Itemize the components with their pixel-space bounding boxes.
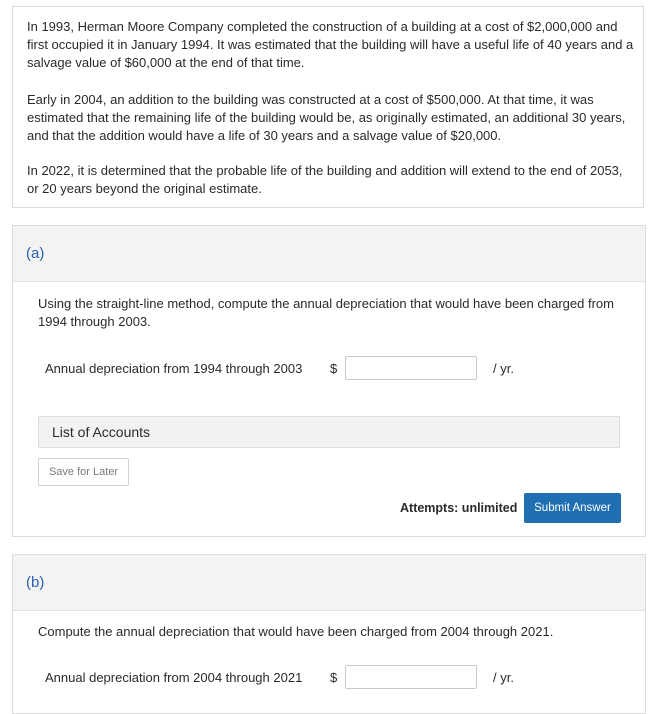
submit-answer-button[interactable]: Submit Answer: [524, 493, 621, 523]
part-b-header: [13, 555, 645, 611]
problem-paragraph-3: In 2022, it is determined that the probable life of the building and addition will extend to the end of 2053, or 20 years beyond the original estimate.: [27, 163, 623, 196]
problem-paragraph-2: Early in 2004, an addition to the building was constructed at a cost of $500,000. At that time, it was estimated that the remaining life of the building would be, as originally estimated, an additional 30 years, and that the addition would have a life of 30 years and a salvage value of $20,000.: [27, 92, 626, 143]
currency-symbol: $: [330, 361, 338, 376]
unit-label: / yr.: [493, 361, 514, 376]
part-a-question: Using the straight-line method, compute the annual depreciation that would have been charged from 1994 through 2003.: [38, 296, 614, 329]
part-b-answer-label: Annual depreciation from 2004 through 2021: [45, 670, 303, 685]
list-of-accounts-label: List of Accounts: [52, 424, 151, 440]
unit-label: / yr.: [493, 670, 514, 685]
part-b-label: (b): [26, 574, 45, 591]
save-for-later-button[interactable]: Save for Later: [38, 458, 129, 486]
part-a-header: [13, 226, 645, 282]
problem-statement: [12, 6, 644, 208]
part-a-label: (a): [26, 245, 45, 262]
part-b-card: [12, 554, 646, 714]
problem-paragraph-1: In 1993, Herman Moore Company completed the construction of a building at a cost of $2,000,000 and first occupied it in January 1994. It was estimated that the building will have a useful life of 40 years and a salvage value of $60,000 at the end of that time.: [27, 19, 634, 70]
list-of-accounts-toggle[interactable]: [38, 416, 620, 448]
part-a-answer-row: [45, 356, 605, 382]
part-a-depreciation-input[interactable]: [345, 356, 477, 380]
part-a-answer-label: Annual depreciation from 1994 through 2003: [45, 361, 303, 376]
part-b-answer-row: [45, 665, 605, 691]
currency-symbol: $: [330, 670, 338, 685]
part-a-card: [12, 225, 646, 537]
attempts-text: Attempts: unlimited: [400, 501, 518, 515]
part-b-depreciation-input[interactable]: [345, 665, 477, 689]
part-b-question: Compute the annual depreciation that would have been charged from 2004 through 2021.: [38, 624, 554, 639]
